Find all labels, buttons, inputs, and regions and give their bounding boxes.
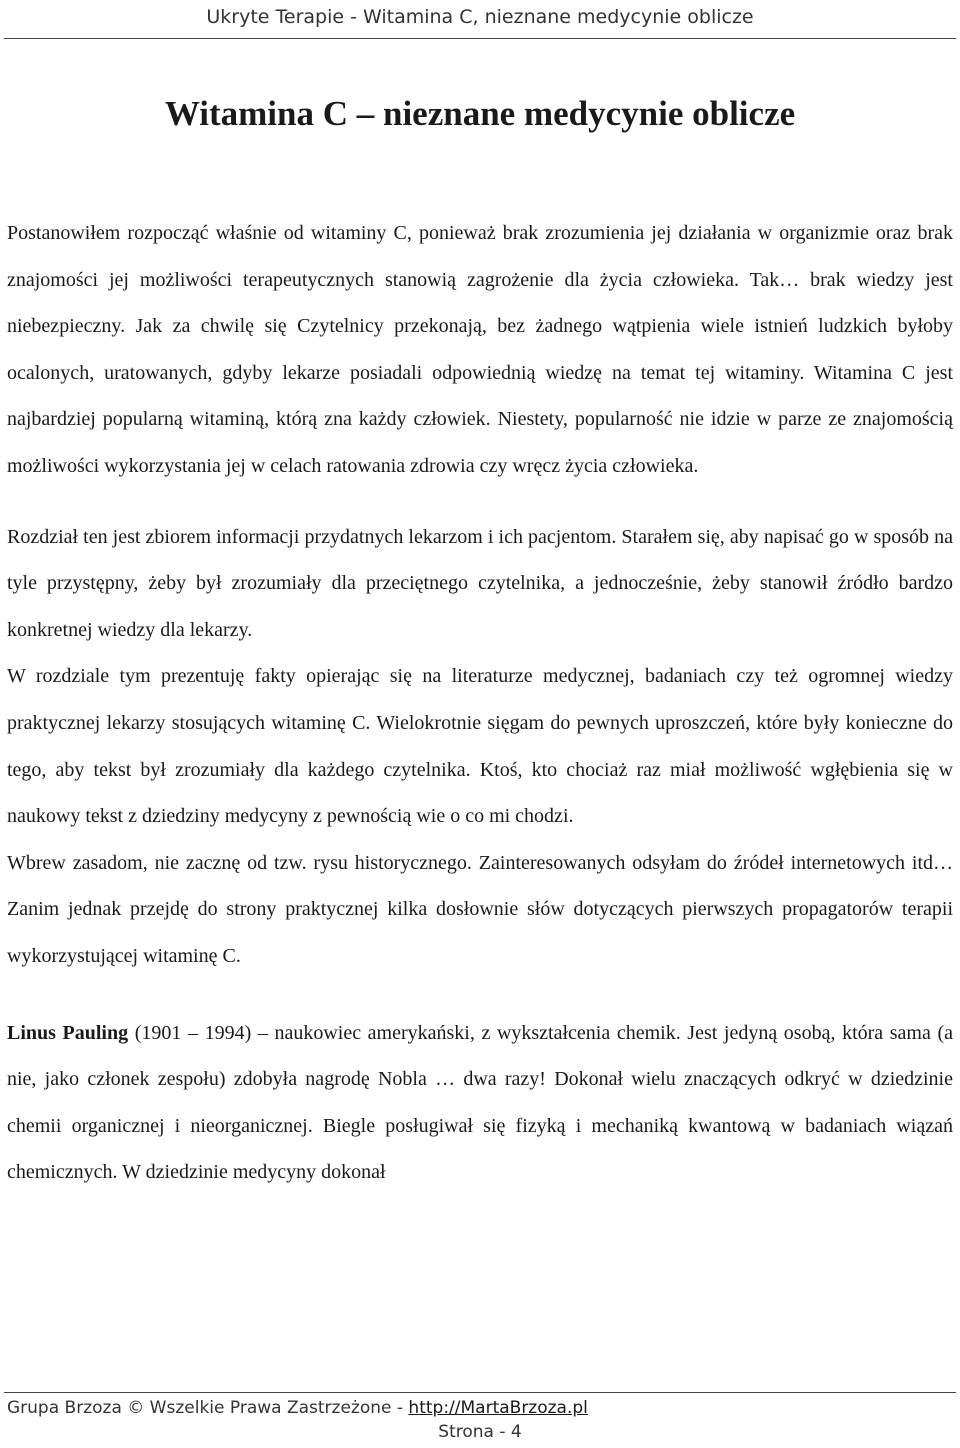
footer-divider	[4, 1392, 956, 1393]
page-number: Strona - 4	[438, 1422, 522, 1442]
document-body	[7, 210, 953, 1196]
pauling-name: Linus Pauling	[7, 1021, 129, 1044]
paragraph-intro: Postanowiłem rozpocząć właśnie od witaminy C, ponieważ brak zrozumienia jej działania w organizmie oraz brak znajomości jej możliwości terapeutycznych stanowią zagrożenie dla życia człowieka. Tak… brak wiedzy jest niebezpieczny. Jak za chwilę się Czytelnicy przekonają, bez żadnego wątpienia wiele istnień ludzkich byłoby ocalonych, uratowanych, gdyby lekarze posiadali odpowiednią wiedzę na temat tej witaminy. Witamina C jest najbardziej popularną witaminą, którą zna każdy człowiek. Niestety, popularność nie idzie w parze ze znajomością możliwości wykorzystania jej w celach ratowania zdrowia czy wręcz życia człowieka.	[7, 222, 953, 477]
document-title: Witamina C – nieznane medycynie oblicze	[164, 94, 796, 133]
paragraph-history-note: Wbrew zasadom, nie zacznę od tzw. rysu historycznego. Zainteresowanych odsyłam do źródeł internetowych itd… Zanim jednak przejdę do strony praktycznej kilka dosłownie słów dotyczących pierwszych propagatorów terapii wykorzystującej witaminę C.	[7, 851, 953, 967]
running-header: Ukryte Terapie - Witamina C, nieznane medycynie oblicze	[206, 6, 754, 28]
website-link[interactable]: http://MartaBrzoza.pl	[408, 1398, 588, 1418]
footer-copyright	[7, 1398, 953, 1418]
paragraph-chapter-method: W rozdziale tym prezentuję fakty opierając się na literaturze medycznej, badaniach czy też ogromnej wiedzy praktycznej lekarzy stosujących witaminę C. Wielokrotnie sięgam do pewnych uproszczeń, które były konieczne do tego, aby tekst był zrozumiały dla każdego czytelnika. Ktoś, kto chociaż raz miał możliwość wgłębienia się w naukowy tekst z dziedziny medycyny z pewnością wie o co mi chodzi.	[7, 665, 953, 828]
paragraph-chapter-purpose: Rozdział ten jest zbiorem informacji przydatnych lekarzom i ich pacjentom. Starałem się, aby napisać go w sposób na tyle przystępny, żeby był zrozumiały dla przeciętnego czytelnika, a jednocześnie, żeby stanowił źródło bardzo konkretnej wiedzy dla lekarzy.	[7, 525, 953, 641]
paragraph-pauling	[7, 1010, 953, 1196]
pauling-text: (1901 – 1994) – naukowiec amerykański, z wykształcenia chemik. Jest jedyną osobą, która sama (a nie, jako członek zespołu) zdobyła nagrodę Nobla … dwa razy! Dokonał wielu znaczących odkryć w dziedzinie chemii organicznej i nieorganicznej. Biegle posługiwał się fizyką i mechaniką kwantową w badaniach wiązań chemicznych. W dziedzinie medycyny dokonał	[7, 1021, 953, 1184]
copyright-text: Grupa Brzoza © Wszelkie Prawa Zastrzeżone -	[7, 1398, 409, 1418]
header-divider	[4, 38, 956, 39]
